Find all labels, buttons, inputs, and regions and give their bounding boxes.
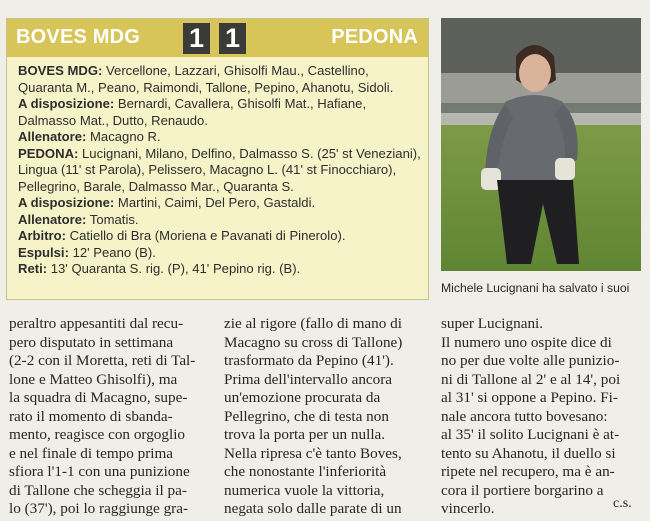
score-header [7, 19, 428, 57]
lineup-label: Reti: [18, 261, 48, 276]
article-line: di Tallone che scheggia il pa- [9, 481, 187, 499]
article-line: super Lucignani. [441, 315, 544, 332]
home-team-name: BOVES MDG [16, 26, 141, 48]
article-line: trova la porta per un nulla. [224, 426, 386, 443]
photo-caption: Michele Lucignani ha salvato i suoi [441, 281, 630, 295]
article-line: ni di Tallone al 2' e al 14', poi [441, 370, 621, 388]
lineup-label: Arbitro: [18, 228, 67, 243]
lineup-entry [18, 261, 422, 278]
home-score: 1 [183, 23, 210, 54]
article-line: lone e Matteo Ghisolfi), ma [9, 370, 178, 388]
article-line: nale ancora tutto bovesano: [441, 407, 608, 425]
lineup-text: Catiello di Bra (Moriena e Pavanati di Pinerolo). [66, 228, 346, 243]
lineup-entry [18, 129, 422, 146]
article-line: che nonostante l'inferiorità [224, 463, 387, 480]
away-score: 1 [219, 23, 246, 54]
lineup-label: Allenatore: [18, 129, 87, 144]
article-line: Pellegrino, che di testa non [224, 407, 389, 425]
lineup-text: Macagno R. [86, 129, 161, 144]
lineup-label: A disposizione: [18, 96, 115, 111]
away-team-name: PEDONA [331, 26, 418, 48]
article-line: zie al rigore (fallo di mano di [224, 315, 402, 332]
lineup-text: Bernardi, Cavallera, Ghisolfi Mat., Hafiane, Dalmasso Mat., Dutto, Renaudo. [18, 96, 367, 128]
lineup-entry [18, 63, 422, 96]
article-line: ripete nel recupero, ma è an- [441, 463, 615, 480]
author-signature: c.s. [613, 496, 632, 511]
article-line: tento su Ahanotu, il duello si [441, 444, 616, 462]
match-info-box [6, 18, 429, 300]
lineup-entry [18, 146, 422, 196]
article-column-1 [9, 315, 209, 519]
article-line: Nella ripresa c'è tanto Boves, [224, 444, 402, 462]
lineup-text: 12' Peano (B). [68, 244, 156, 260]
goalkeeper-photo-image [441, 18, 641, 271]
lineup-entry [18, 96, 422, 129]
article-line: vincerlo. [441, 500, 495, 517]
lineup-label: Espulsi: [18, 244, 69, 260]
lineup-entry [18, 245, 422, 262]
goalkeeper-photo [441, 18, 641, 271]
article-line: cora il portiere borgarino a [441, 481, 604, 499]
article-line: trasformato da Pepino (41'). [224, 352, 394, 369]
article-line: Macagno su cross di Tallone) [224, 333, 403, 351]
article-line: no per due volte alle punizio- [441, 352, 620, 369]
lineup-details [18, 63, 422, 278]
article-line: peraltro appesantiti dal recu- [9, 315, 184, 332]
article-line: la squadra di Macagno, supe- [9, 389, 188, 406]
lineup-text: Lucignani, Milano, Delfino, Dalmasso S. (25' st Veneziani), Lingua (11' st Parola), Pelissero, Macagno L. (41' st Finocchiaro), Pellegrino, Barale, Dalmasso Mar., Quaranta S. [18, 145, 421, 194]
article-line: rato il momento di sbanda- [9, 407, 173, 425]
article-column-2 [224, 315, 425, 519]
article-line: lo (37'), poi lo raggiunge gra- [9, 500, 189, 517]
lineup-text: 13' Quaranta S. rig. (P), 41' Pepino rig. (B). [47, 261, 301, 276]
article-line: pero disputato in settimana [9, 333, 174, 351]
lineup-label: Allenatore: [18, 211, 87, 227]
lineup-label: PEDONA: [18, 145, 79, 161]
lineup-text: Martini, Caimi, Del Pero, Gastaldi. [114, 195, 316, 210]
article-line: numerica vuole la vittoria, [224, 481, 385, 499]
article-line: al 31' si oppone a Pepino. Fi- [441, 389, 618, 406]
article-line: mento, reagisce con orgoglio [9, 426, 186, 443]
article-line: e nel finale di tempo prima [9, 444, 174, 462]
article-line: al 35' il solito Lucignani è at- [441, 426, 620, 443]
lineup-entry [18, 228, 422, 245]
lineup-label: A disposizione: [18, 195, 115, 210]
article-line: (2-2 con il Moretta, reti di Tal- [9, 352, 196, 369]
lineup-entry [18, 212, 422, 229]
article-line: Il numero uno ospite dice di [441, 333, 612, 351]
article-line: negata solo dalle parate di un [224, 500, 402, 517]
article-line: un'emozione procurata da [224, 389, 381, 406]
article-line: Prima dell'intervallo ancora [224, 370, 393, 388]
lineup-entry [18, 195, 422, 212]
article-column-3 [441, 315, 642, 519]
lineup-label: BOVES MDG: [18, 63, 103, 78]
lineup-text: Tomatis. [86, 211, 139, 227]
article-line: sfiora l'1-1 con una punizione [9, 463, 190, 480]
lineup-text: Vercellone, Lazzari, Ghisolfi Mau., Castellino, Quaranta M., Peano, Raimondi, Tallone, Pepino, Ahanotu, Sidoli. [18, 63, 394, 95]
